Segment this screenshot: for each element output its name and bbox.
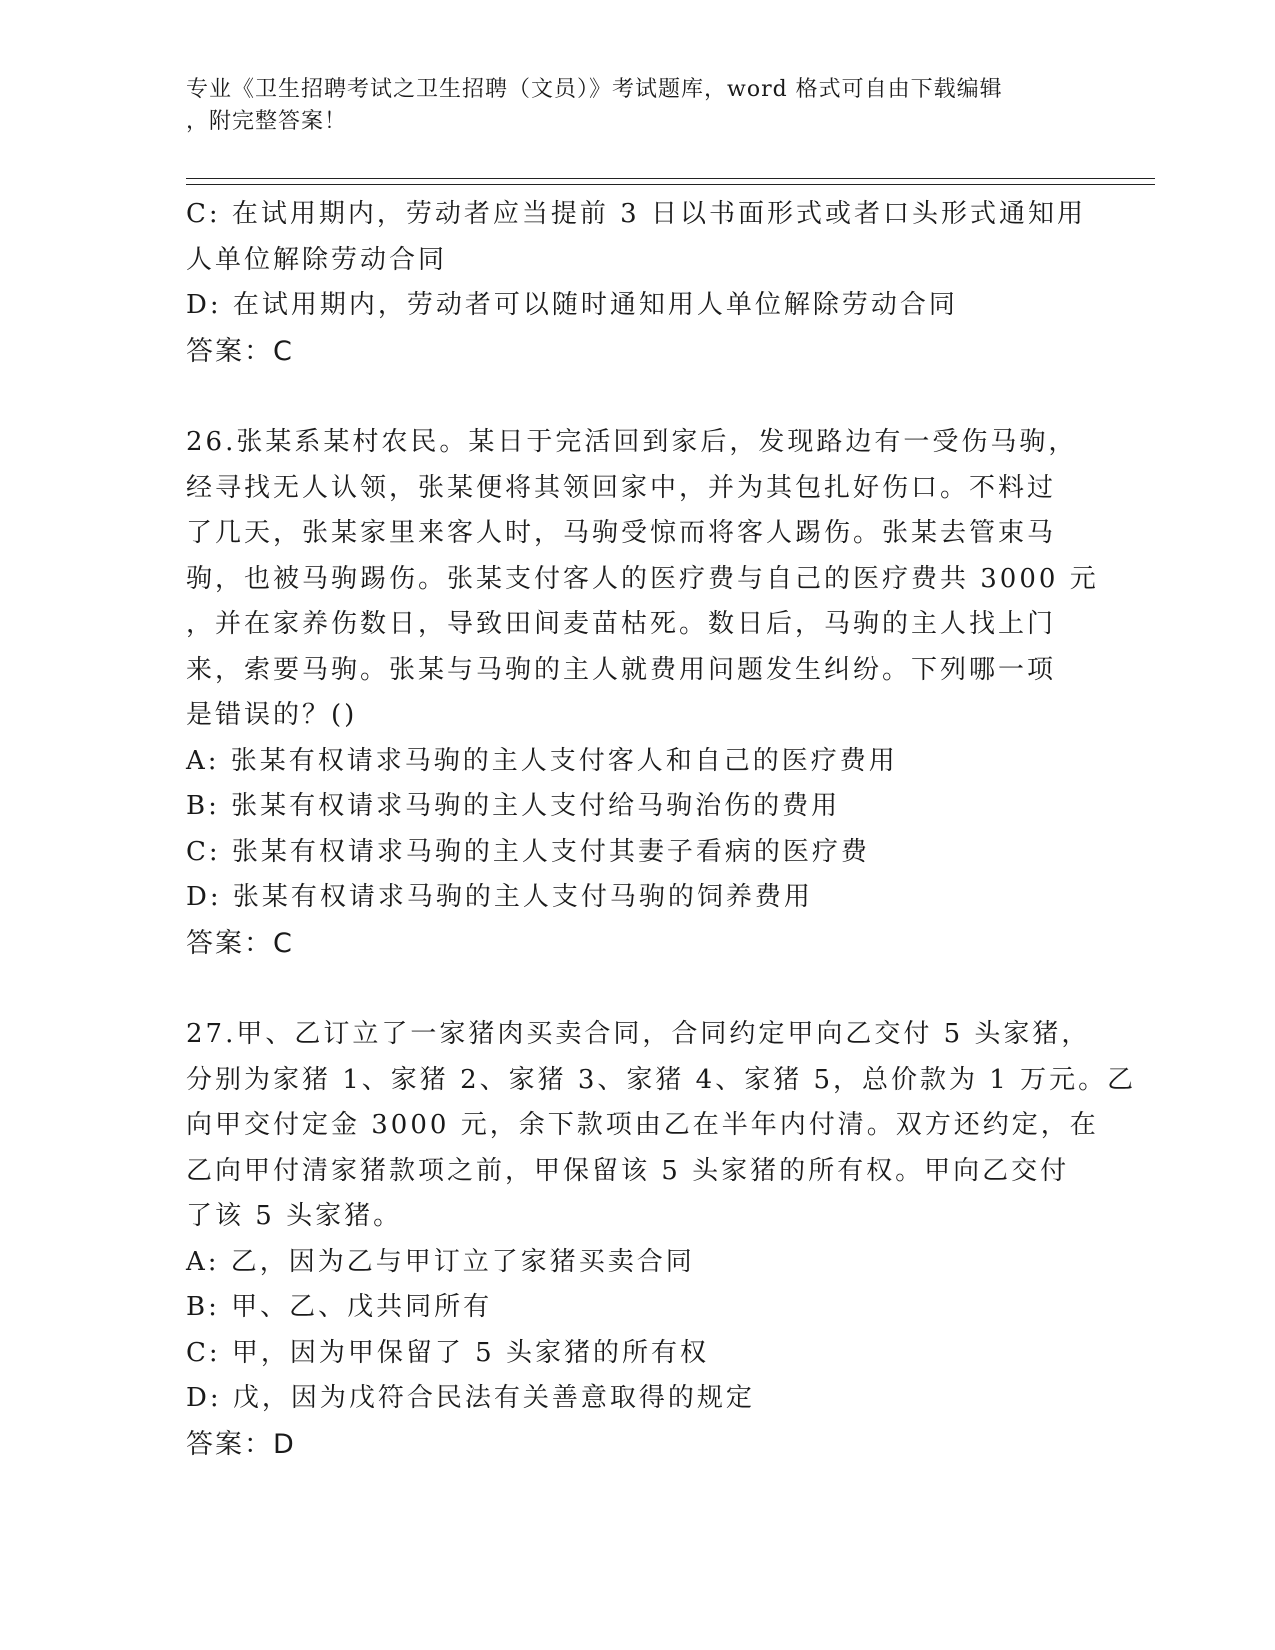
header-divider-bottom: [186, 184, 1155, 185]
header-line-2: ，附完整答案！: [186, 109, 348, 134]
option-c: C: 甲，因为甲保留了 5 头家猪的所有权: [186, 1337, 709, 1368]
option-d: D: 戊，因为戊符合民法有关善意取得的规定: [186, 1383, 755, 1413]
question-stem-line: 乙向甲付清家猪款项之前，甲保留该 5 头家猪的所有权。甲向乙交付: [186, 1155, 1070, 1186]
question-stem-line: 驹，也被马驹踢伤。张某支付客人的医疗费与自己的医疗费共 3000 元: [186, 563, 1099, 594]
option-d: D: 张某有权请求马驹的主人支付马驹的饲养费用: [186, 882, 813, 912]
question-stem-line: 分别为家猪 1、家猪 2、家猪 3、家猪 4、家猪 5，总价款为 1 万元。乙: [186, 1064, 1137, 1095]
question-stem-line: 向甲交付定金 3000 元，余下款项由乙在半年内付清。双方还约定，在: [186, 1110, 1099, 1140]
question-stem-line: 是错误的？(): [186, 700, 358, 730]
answer: 答案：C: [186, 927, 294, 959]
question-25-tail: [186, 192, 1086, 374]
option-d: D: 在试用期内，劳动者可以随时通知用人单位解除劳动合同: [186, 290, 958, 320]
option-b: B: 张某有权请求马驹的主人支付给马驹治伤的费用: [186, 791, 841, 821]
header-divider-top: [186, 178, 1155, 179]
option-b: B: 甲、乙、戊共同所有: [186, 1292, 493, 1322]
option-c-line-2: 人单位解除劳动合同: [186, 244, 448, 275]
option-a: A: 乙，因为乙与甲订立了家猪买卖合同: [186, 1246, 695, 1277]
exam-content: [186, 192, 1137, 1467]
question-stem-line: 了该 5 头家猪。: [186, 1201, 403, 1231]
question-27: [186, 1012, 1137, 1467]
answer: 答案：C: [186, 335, 294, 367]
question-stem-line: 了几天，张某家里来客人时，马驹受惊而将客人踢伤。张某去管束马: [186, 518, 1057, 548]
question-26: [186, 420, 1099, 966]
answer: 答案：D: [186, 1428, 296, 1460]
question-stem-line: 经寻找无人认领，张某便将其领回家中，并为其包扎好伤口。不料过: [186, 472, 1057, 503]
option-c-line-1: C: 在试用期内，劳动者应当提前 3 日以书面形式或者口头形式通知用: [186, 199, 1086, 229]
option-a: A: 张某有权请求马驹的主人支付客人和自己的医疗费用: [186, 745, 898, 776]
document-header: [186, 74, 1066, 138]
header-line-1: 专业《卫生招聘考试之卫生招聘（文员）》考试题库，word 格式可自由下载编辑: [186, 77, 1003, 102]
question-stem-line: 27.甲、乙订立了一家猪肉买卖合同，合同约定甲向乙交付 5 头家猪，: [186, 1019, 1091, 1049]
question-stem-line: 26.张某系某村农民。某日于完活回到家后，发现路边有一受伤马驹，: [186, 427, 1078, 457]
question-stem-line: 来，索要马驹。张某与马驹的主人就费用问题发生纠纷。下列哪一项: [186, 654, 1057, 685]
question-stem-line: ，并在家养伤数日，导致田间麦苗枯死。数日后，马驹的主人找上门: [186, 609, 1057, 639]
option-c: C: 张某有权请求马驹的主人支付其妻子看病的医疗费: [186, 836, 870, 867]
